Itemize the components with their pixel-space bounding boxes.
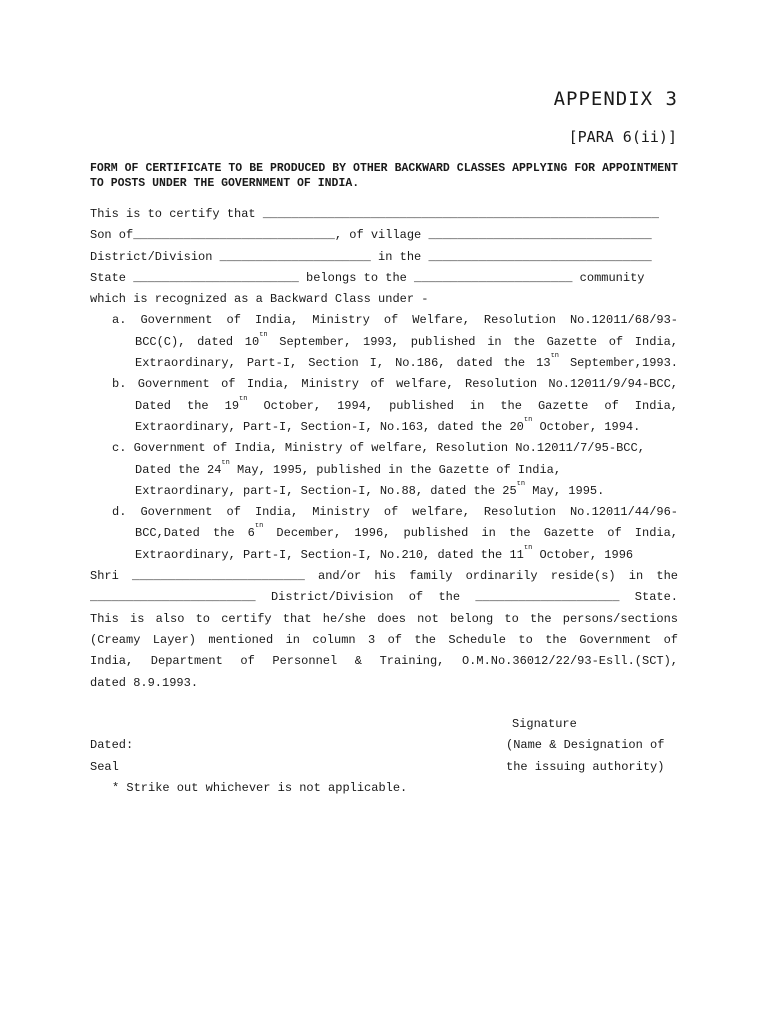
resolution-c-line-3: Extraordinary, part-I, Section-I, No.88, dated the 25th May, 1995.: [135, 480, 605, 498]
para-reference: [PARA 6(ii)]: [568, 128, 677, 146]
resolution-c-marker: c.: [112, 441, 127, 456]
shri-line: Shri ________________________ and/or his family ordinarily reside(s) in the: [90, 569, 678, 584]
seal-label: Seal: [90, 759, 119, 774]
creamy-layer-line-1: This is also to certify that he/she does not belong to the persons/sections: [90, 611, 678, 626]
certificate-body: [90, 204, 678, 694]
signature-block: [90, 714, 678, 799]
creamy-layer-line-4: dated 8.9.1993.: [90, 675, 199, 690]
resolution-d-line-3: Extraordinary, Part-I, Section-I, No.210, dated the 11th October, 1996: [135, 544, 634, 562]
creamy-layer-line-3: India, Department of Personnel & Training, O.M.No.36012/22/93-Esll.(SCT),: [90, 654, 678, 669]
resolution-d-marker: d.: [112, 505, 127, 520]
issuing-authority-label: the issuing authority): [506, 759, 665, 774]
footnote: * Strike out whichever is not applicable.: [112, 780, 408, 795]
residence-district-line: _______________________ District/Division of the ____________________ State.: [90, 590, 678, 605]
designation-label: (Name & Designation of: [506, 738, 665, 753]
resolution-b-line-2: Dated the 19th October, 1994, published in the Gazette of India,: [135, 395, 678, 413]
son-of-line: Son of____________________________, of village _______________________________: [90, 228, 652, 243]
resolution-a-line-2: BCC(C), dated 10th September, 1993, published in the Gazette of India,: [135, 331, 678, 349]
resolution-b-marker: b.: [112, 377, 127, 392]
appendix-title: APPENDIX 3: [553, 88, 678, 110]
resolution-c-line-1: c. Government of India, Ministry of welfare, Resolution No.12011/7/95-BCC,: [112, 441, 645, 456]
state-line: State _______________________ belongs to the ______________________ community: [90, 270, 645, 285]
certify-line: This is to certify that _______________________________________________________: [90, 207, 659, 221]
resolution-d-line-2: BCC,Dated the 6th December, 1996, published in the Gazette of India,: [135, 523, 678, 541]
creamy-layer-line-2: (Creamy Layer) mentioned in column 3 of the Schedule to the Government of: [90, 632, 678, 647]
resolution-a-line-3: Extraordinary, Part-I, Section I, No.186, dated the 13th September,1993.: [135, 353, 678, 371]
resolution-a-marker: a.: [112, 313, 127, 328]
district-line: District/Division _____________________ in the _______________________________: [90, 249, 652, 264]
resolution-c-line-2: Dated the 24th May, 1995, published in the Gazette of India,: [135, 459, 562, 477]
form-heading: FORM OF CERTIFICATE TO BE PRODUCED BY OTHER BACKWARD CLASSES APPLYING FOR APPOINTMENT TO POSTS UNDER THE GOVERNMENT OF INDIA.: [90, 162, 678, 190]
resolution-d-line-1: d. Government of India, Ministry of welfare, Resolution No.12011/44/96-: [112, 505, 678, 520]
resolution-b-line-1: b. Government of India, Ministry of welfare, Resolution No.12011/9/94-BCC,: [112, 377, 678, 392]
signature-label: Signature: [512, 717, 577, 731]
recognized-line: which is recognized as a Backward Class under -: [90, 292, 429, 307]
resolution-a-line-1: a. Government of India, Ministry of Welfare, Resolution No.12011/68/93-: [112, 313, 678, 328]
resolution-b-line-3: Extraordinary, Part-I, Section-I, No.163, dated the 20th October, 1994.: [135, 416, 641, 434]
dated-label: Dated:: [90, 738, 134, 753]
